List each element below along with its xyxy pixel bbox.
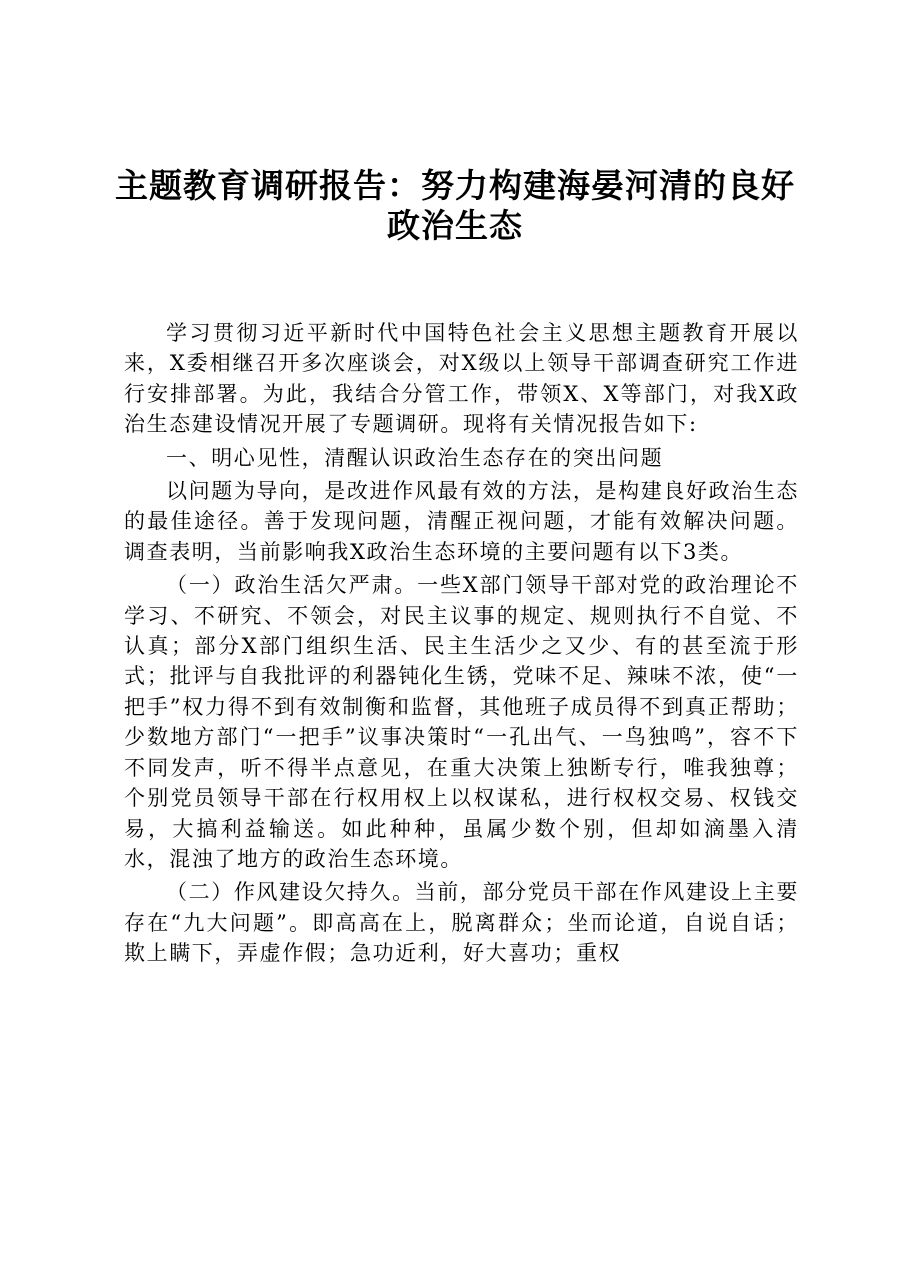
document-body xyxy=(124,318,799,972)
paragraph: 以问题为导向，是改进作风最有效的方法，是构建良好政治生态的最佳途径。善于发现问题，清醒正视问题，才能有效解决问题。调查表明，当前影响我X政治生态环境的主要问题有以下3类。 xyxy=(124,479,799,564)
paragraph: （一）政治生活欠严肃。一些X部门领导干部对党的政治理论不学习、不研究、不领会，对民主议事的规定、规则执行不自觉、不认真；部分X部门组织生活、民主生活少之又少、有的甚至流于形式；批评与自我批评的利器钝化生锈，党味不足、辣味不浓，使“一把手”权力得不到有效制衡和监督，其他班子成员得不到真正帮助；少数地方部门“一把手”议事决策时“一孔出气、一鸟独鸣”，容不下不同发声，听不得半点意见，在重大决策上独断专行，唯我独尊；个别党员领导干部在行权用权上以权谋私，进行权权交易、权钱交易，大搞利益输送。如此种种，虽属少数个别，但却如滴墨入清水，混浊了地方的政治生态环境。 xyxy=(124,573,799,871)
paragraph: （二）作风建设欠持久。当前，部分党员干部在作风建设上主要存在“九大问题”。即高高在上，脱离群众；坐而论道，自说自话；欺上瞒下，弄虚作假；急功近利，好大喜功；重权 xyxy=(124,880,799,966)
document-title-line2: 政治生态 xyxy=(387,206,523,245)
document-title-line1: 主题教育调研报告：努力构建海晏河清的良好 xyxy=(115,166,795,205)
paragraph-intro: 学习贯彻习近平新时代中国特色社会主义思想主题教育开展以来，X委相继召开多次座谈会，对X级以上领导干部调查研究工作进行安排部署。为此，我结合分管工作，带领X、X等部门，对我X政治生态建设情况开展了专题调研。现将有关情况报告如下: xyxy=(124,321,799,437)
section-heading: 一、明心见性，清醒认识政治生态存在的突出问题 xyxy=(166,445,664,470)
